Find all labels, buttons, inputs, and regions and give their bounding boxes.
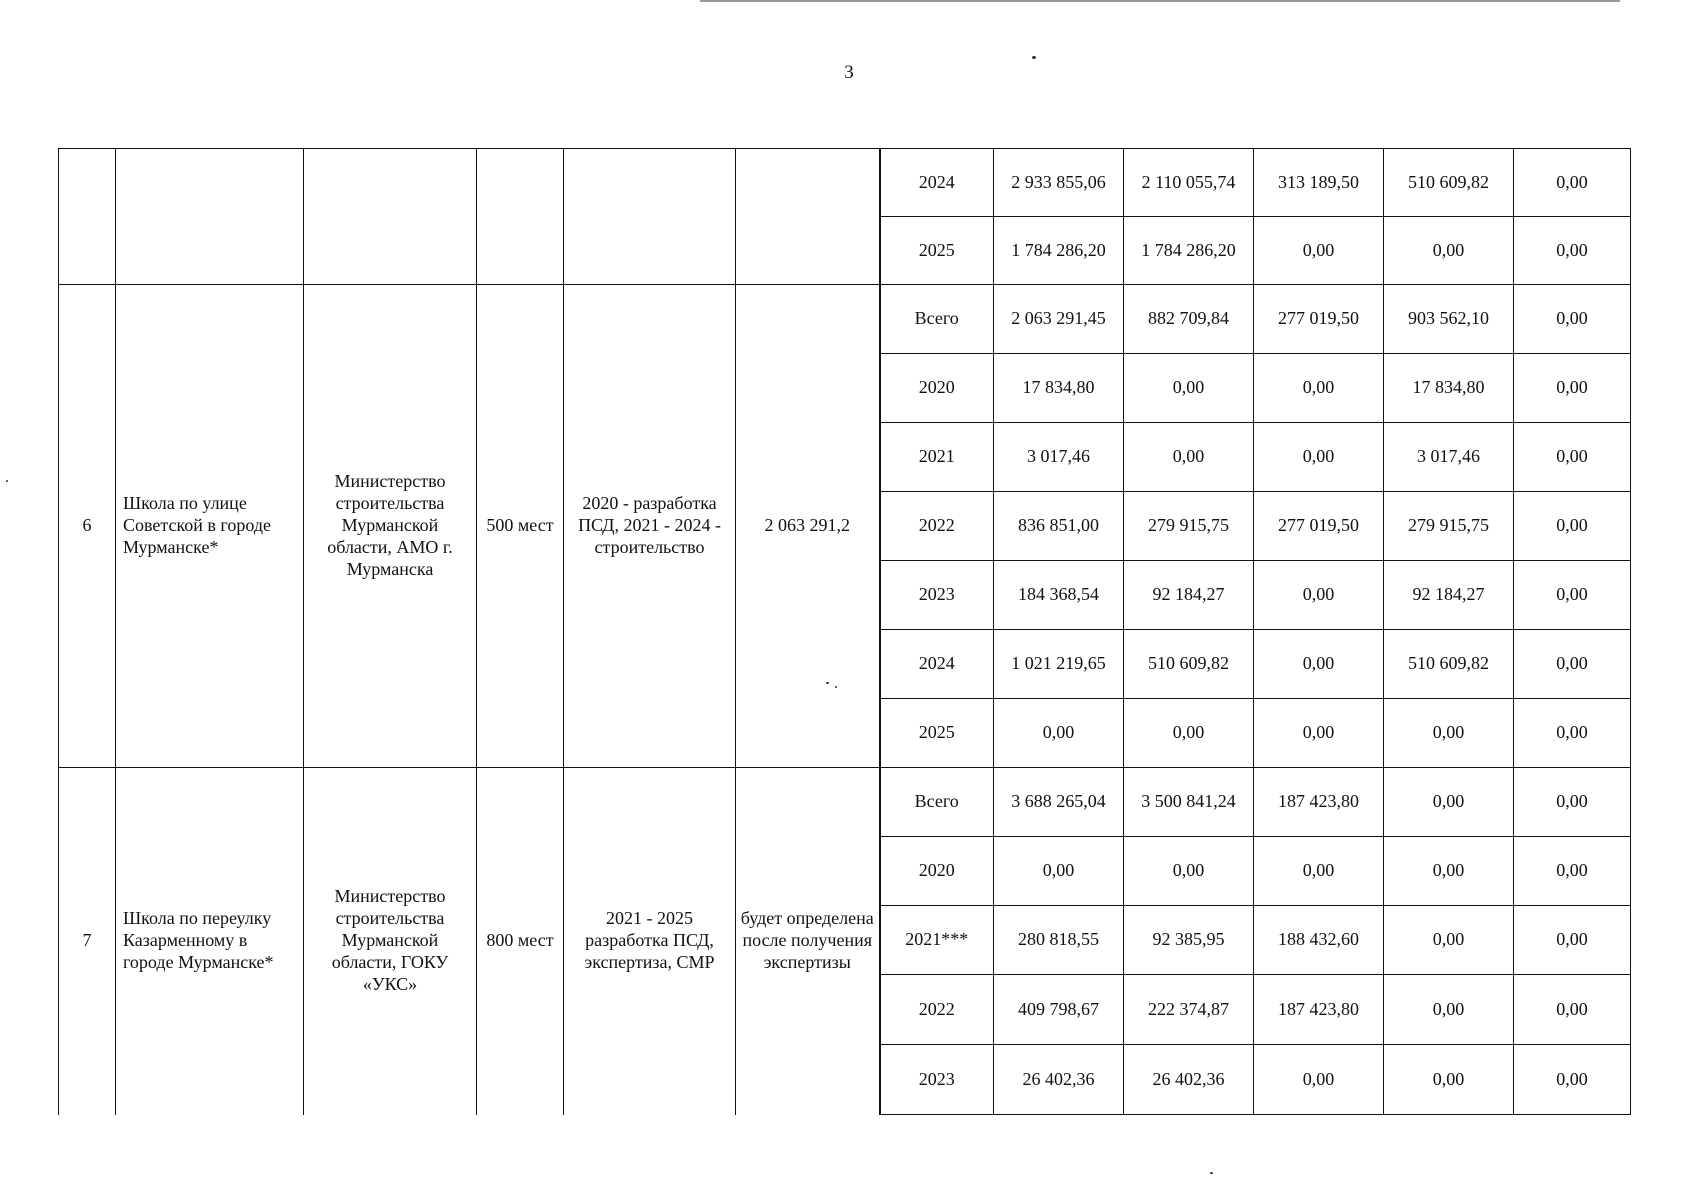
local-cell: 0,00: [1384, 1045, 1514, 1115]
federal-cell: 3 500 841,24: [1124, 768, 1254, 837]
year-cell: 2024: [880, 630, 994, 699]
regional-cell: 0,00: [1254, 217, 1384, 285]
local-cell: 92 184,27: [1384, 561, 1514, 630]
investment-table: [58, 148, 1631, 1115]
local-cell: 0,00: [1384, 837, 1514, 906]
year-cell: Всего: [880, 285, 994, 354]
table-row: [59, 149, 1631, 217]
other-cell: 0,00: [1514, 149, 1631, 217]
total-cell: 3 688 265,04: [994, 768, 1124, 837]
year-cell: 2024: [880, 149, 994, 217]
total-cell: 1 784 286,20: [994, 217, 1124, 285]
year-cell: 2021: [880, 423, 994, 492]
regional-cell: 187 423,80: [1254, 975, 1384, 1045]
year-cell: 2025: [880, 699, 994, 768]
prev-customer-cell: [304, 149, 477, 285]
year-cell: 2021***: [880, 906, 994, 975]
federal-cell: 26 402,36: [1124, 1045, 1254, 1115]
federal-cell: 0,00: [1124, 699, 1254, 768]
other-cell: 0,00: [1514, 217, 1631, 285]
regional-cell: 0,00: [1254, 1045, 1384, 1115]
table-row: [59, 768, 1631, 837]
other-cell: 0,00: [1514, 699, 1631, 768]
object-capacity: 500 мест: [477, 285, 564, 768]
local-cell: 903 562,10: [1384, 285, 1514, 354]
regional-cell: 187 423,80: [1254, 768, 1384, 837]
object-number: 6: [59, 285, 116, 768]
other-cell: 0,00: [1514, 837, 1631, 906]
other-cell: 0,00: [1514, 975, 1631, 1045]
local-cell: 510 609,82: [1384, 149, 1514, 217]
regional-cell: 0,00: [1254, 630, 1384, 699]
regional-cell: 313 189,50: [1254, 149, 1384, 217]
total-cell: 2 933 855,06: [994, 149, 1124, 217]
object-cost: 2 063 291,2: [736, 285, 880, 768]
scan-speck: [6, 480, 8, 482]
total-cell: 1 021 219,65: [994, 630, 1124, 699]
other-cell: 0,00: [1514, 906, 1631, 975]
other-cell: 0,00: [1514, 285, 1631, 354]
other-cell: 0,00: [1514, 561, 1631, 630]
scan-speck: [1032, 56, 1036, 59]
object-number: 7: [59, 768, 116, 1115]
federal-cell: 279 915,75: [1124, 492, 1254, 561]
federal-cell: 92 385,95: [1124, 906, 1254, 975]
other-cell: 0,00: [1514, 1045, 1631, 1115]
total-cell: 184 368,54: [994, 561, 1124, 630]
local-cell: 0,00: [1384, 768, 1514, 837]
prev-cost-cell: [736, 149, 880, 285]
table-row: [59, 285, 1631, 354]
total-cell: 17 834,80: [994, 354, 1124, 423]
prev-name-cell: [116, 149, 304, 285]
year-cell: 2020: [880, 837, 994, 906]
regional-cell: 0,00: [1254, 561, 1384, 630]
total-cell: 280 818,55: [994, 906, 1124, 975]
scan-speck: [1210, 1172, 1213, 1174]
object-customer: Министерство строительства Мурманской области, АМО г. Мурманска: [304, 285, 477, 768]
object-period: 2021 - 2025 разработка ПСД, экспертиза, СМР: [564, 768, 736, 1115]
prev-capacity-cell: [477, 149, 564, 285]
total-cell: 0,00: [994, 699, 1124, 768]
object-name: Школа по переулку Казарменному в городе Мурманске*: [116, 768, 304, 1115]
other-cell: 0,00: [1514, 423, 1631, 492]
other-cell: 0,00: [1514, 492, 1631, 561]
year-cell: 2022: [880, 492, 994, 561]
prev-num-cell: [59, 149, 116, 285]
local-cell: 279 915,75: [1384, 492, 1514, 561]
local-cell: 17 834,80: [1384, 354, 1514, 423]
total-cell: 3 017,46: [994, 423, 1124, 492]
federal-cell: 92 184,27: [1124, 561, 1254, 630]
federal-cell: 882 709,84: [1124, 285, 1254, 354]
year-cell: Всего: [880, 768, 994, 837]
year-cell: 2020: [880, 354, 994, 423]
local-cell: 3 017,46: [1384, 423, 1514, 492]
regional-cell: 277 019,50: [1254, 492, 1384, 561]
regional-cell: 188 432,60: [1254, 906, 1384, 975]
year-cell: 2025: [880, 217, 994, 285]
year-cell: 2022: [880, 975, 994, 1045]
total-cell: 836 851,00: [994, 492, 1124, 561]
federal-cell: 0,00: [1124, 423, 1254, 492]
object-name: Школа по улице Советской в городе Мурманске*: [116, 285, 304, 768]
total-cell: 409 798,67: [994, 975, 1124, 1045]
local-cell: 0,00: [1384, 699, 1514, 768]
federal-cell: 222 374,87: [1124, 975, 1254, 1045]
top-scan-rule: [700, 0, 1620, 2]
local-cell: 0,00: [1384, 906, 1514, 975]
total-cell: 26 402,36: [994, 1045, 1124, 1115]
federal-cell: 510 609,82: [1124, 630, 1254, 699]
object-period: 2020 - разработка ПСД, 2021 - 2024 - строительство: [564, 285, 736, 768]
other-cell: 0,00: [1514, 354, 1631, 423]
local-cell: 0,00: [1384, 975, 1514, 1045]
other-cell: 0,00: [1514, 768, 1631, 837]
other-cell: 0,00: [1514, 630, 1631, 699]
local-cell: 510 609,82: [1384, 630, 1514, 699]
regional-cell: 0,00: [1254, 837, 1384, 906]
local-cell: 0,00: [1384, 217, 1514, 285]
prev-period-cell: [564, 149, 736, 285]
total-cell: 0,00: [994, 837, 1124, 906]
regional-cell: 0,00: [1254, 354, 1384, 423]
object-capacity: 800 мест: [477, 768, 564, 1115]
regional-cell: 0,00: [1254, 699, 1384, 768]
object-customer: Министерство строительства Мурманской области, ГОКУ «УКС»: [304, 768, 477, 1115]
year-cell: 2023: [880, 1045, 994, 1115]
regional-cell: 277 019,50: [1254, 285, 1384, 354]
federal-cell: 0,00: [1124, 354, 1254, 423]
federal-cell: 1 784 286,20: [1124, 217, 1254, 285]
federal-cell: 0,00: [1124, 837, 1254, 906]
object-cost: будет определена после получения экспертизы: [736, 768, 880, 1115]
page-number: 3: [844, 62, 854, 83]
regional-cell: 0,00: [1254, 423, 1384, 492]
total-cell: 2 063 291,45: [994, 285, 1124, 354]
federal-cell: 2 110 055,74: [1124, 149, 1254, 217]
year-cell: 2023: [880, 561, 994, 630]
